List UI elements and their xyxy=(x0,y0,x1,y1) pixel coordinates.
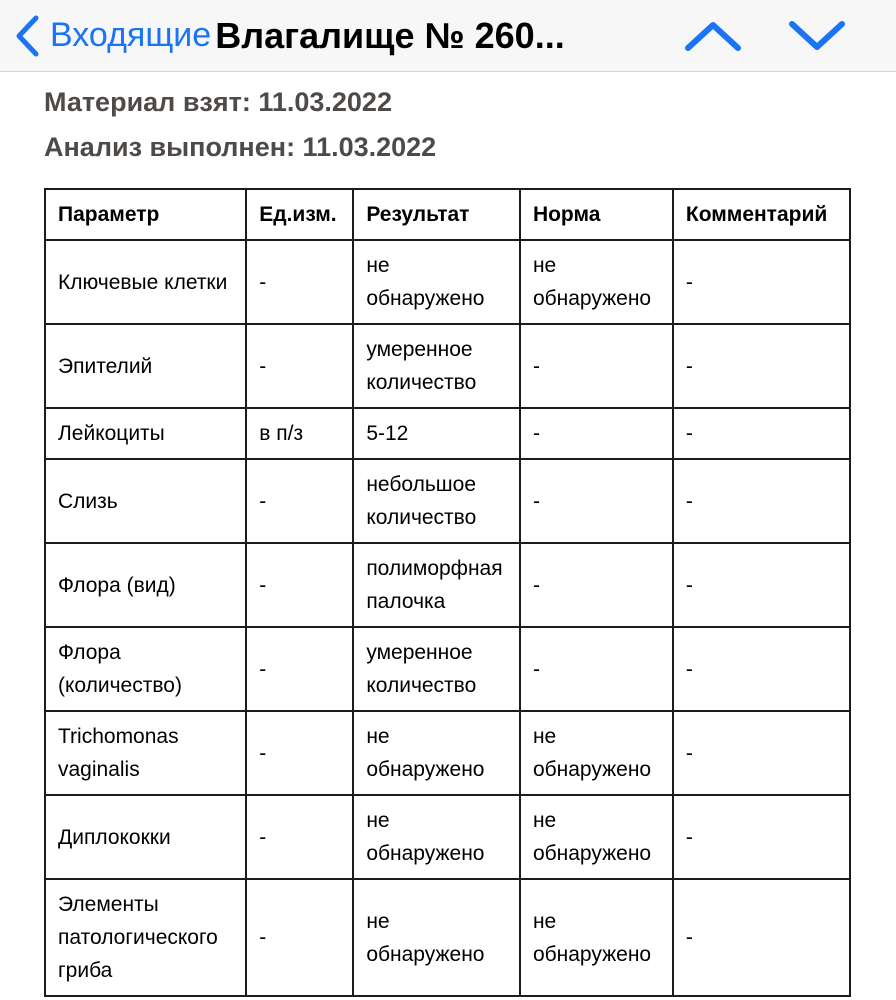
table-cell: Флора (количество) xyxy=(45,627,246,711)
previous-message-button[interactable] xyxy=(684,20,742,52)
analysis-performed-line: Анализ выполнен: 11.03.2022 xyxy=(44,132,437,162)
table-cell: - xyxy=(673,711,850,795)
table-cell: - xyxy=(673,795,850,879)
table-cell: Флора (вид) xyxy=(45,543,246,627)
table-cell: - xyxy=(246,879,353,996)
material-taken-line: Материал взят: 11.03.2022 xyxy=(44,87,392,117)
table-cell: в п/з xyxy=(246,408,353,459)
table-cell: - xyxy=(673,459,850,543)
table-cell: - xyxy=(246,324,353,408)
table-cell: не обнаружено xyxy=(520,240,673,324)
table-cell: - xyxy=(673,324,850,408)
table-cell: небольшое количество xyxy=(353,459,520,543)
table-cell: не обнаружено xyxy=(520,795,673,879)
table-cell: 5-12 xyxy=(353,408,520,459)
table-cell: - xyxy=(246,459,353,543)
table-cell: не обнаружено xyxy=(520,711,673,795)
table-cell: - xyxy=(673,543,850,627)
email-body xyxy=(0,72,896,997)
table-row xyxy=(45,627,850,711)
navbar xyxy=(0,0,896,72)
table-cell: - xyxy=(520,459,673,543)
table-cell: не обнаружено xyxy=(353,240,520,324)
table-row xyxy=(45,543,850,627)
chevron-up-icon xyxy=(684,20,742,52)
column-header-result: Результат xyxy=(353,189,520,240)
table-cell: - xyxy=(246,543,353,627)
table-row xyxy=(45,459,850,543)
table-cell: Диплококки xyxy=(45,795,246,879)
table-cell: Ключевые клетки xyxy=(45,240,246,324)
table-row xyxy=(45,795,850,879)
table-cell: не обнаружено xyxy=(520,879,673,996)
chevron-left-icon xyxy=(14,14,40,58)
message-nav-arrows xyxy=(684,20,896,52)
table-cell: полиморфная палочка xyxy=(353,543,520,627)
table-cell: - xyxy=(246,711,353,795)
table-cell: - xyxy=(520,408,673,459)
table-cell: Эпителий xyxy=(45,324,246,408)
back-button-label: Входящие xyxy=(50,16,212,54)
table-cell: - xyxy=(520,627,673,711)
table-cell: - xyxy=(246,627,353,711)
table-cell: - xyxy=(246,240,353,324)
table-cell: - xyxy=(673,408,850,459)
table-row xyxy=(45,408,850,459)
column-header-norm: Норма xyxy=(520,189,673,240)
table-cell: умеренное количество xyxy=(353,324,520,408)
column-header-parameter: Параметр xyxy=(45,189,246,240)
table-cell: Элементы патологического гриба xyxy=(45,879,246,996)
table-cell: не обнаружено xyxy=(353,711,520,795)
table-cell: Trichomonas vaginalis xyxy=(45,711,246,795)
back-button[interactable] xyxy=(14,14,211,58)
next-message-button[interactable] xyxy=(788,20,846,52)
table-cell: - xyxy=(673,240,850,324)
table-cell: Лейкоциты xyxy=(45,408,246,459)
table-cell: не обнаружено xyxy=(353,795,520,879)
table-cell: - xyxy=(673,627,850,711)
table-cell: - xyxy=(520,543,673,627)
table-cell: - xyxy=(520,324,673,408)
chevron-down-icon xyxy=(788,20,846,52)
table-cell: умеренное количество xyxy=(353,627,520,711)
table-cell: не обнаружено xyxy=(353,879,520,996)
column-header-unit: Ед.изм. xyxy=(246,189,353,240)
message-title: Влагалище № 260... xyxy=(215,14,565,56)
results-table xyxy=(44,188,851,997)
table-cell: - xyxy=(246,795,353,879)
table-row xyxy=(45,711,850,795)
table-row xyxy=(45,240,850,324)
table-cell: - xyxy=(673,879,850,996)
column-header-comment: Комментарий xyxy=(673,189,850,240)
table-cell: Слизь xyxy=(45,459,246,543)
table-row xyxy=(45,324,850,408)
table-header-row xyxy=(45,189,850,240)
table-row xyxy=(45,879,850,996)
